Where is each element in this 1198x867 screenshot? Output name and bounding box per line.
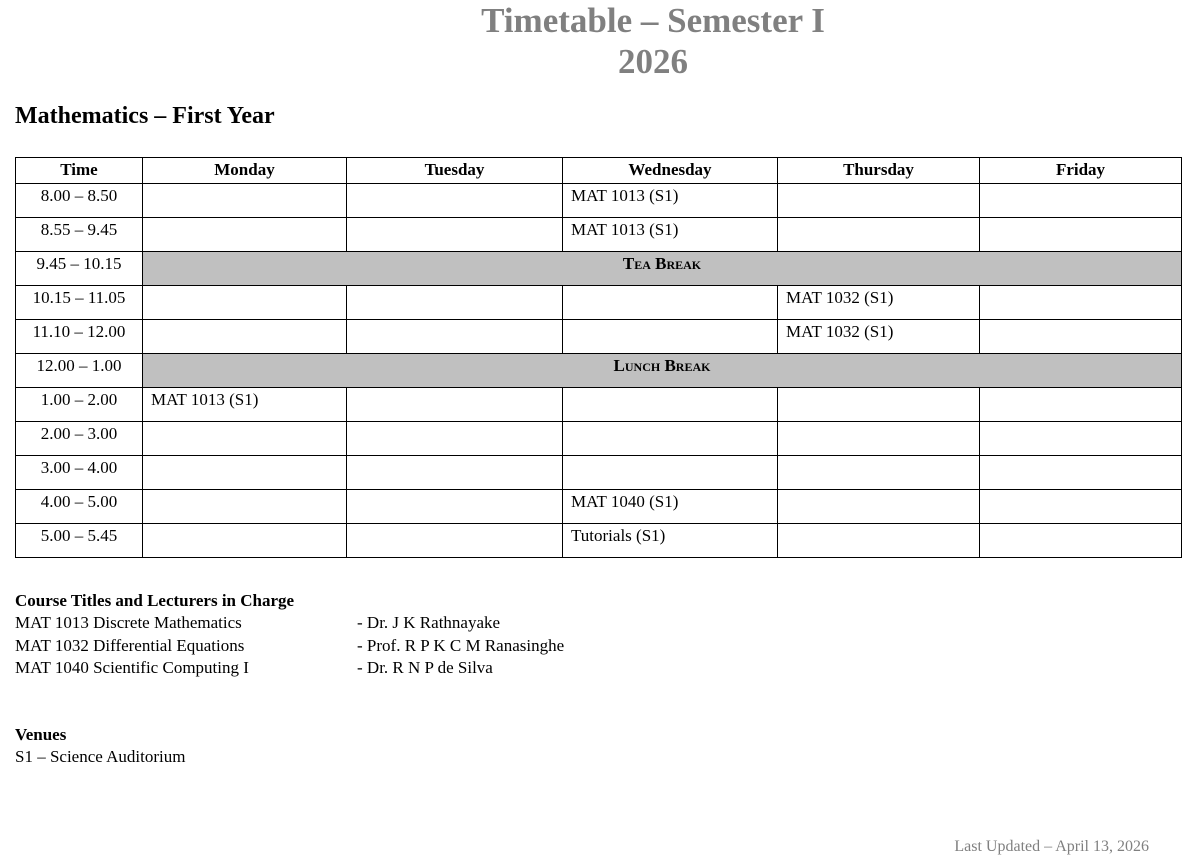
- course-item: [15, 635, 565, 658]
- header-wednesday: Wednesday: [563, 158, 778, 184]
- thursday-cell: MAT 1032 (S1): [778, 286, 980, 320]
- course-title: MAT 1013 Discrete Mathematics: [15, 613, 242, 632]
- last-updated: Last Updated – April 13, 2026: [954, 838, 1149, 855]
- time-cell: 9.45 – 10.15: [16, 252, 143, 286]
- tuesday-cell: [347, 218, 563, 252]
- course-lecturer: - Dr. R N P de Silva: [357, 658, 493, 677]
- wednesday-cell: [563, 422, 778, 456]
- friday-cell: [980, 422, 1182, 456]
- tuesday-cell: [347, 286, 563, 320]
- header-tuesday: Tuesday: [347, 158, 563, 184]
- venues-heading: Venues: [15, 725, 67, 744]
- friday-cell: [980, 388, 1182, 422]
- monday-cell: [143, 524, 347, 558]
- friday-cell: [980, 490, 1182, 524]
- time-cell: 8.00 – 8.50: [16, 184, 143, 218]
- monday-cell: [143, 218, 347, 252]
- header-time: Time: [16, 158, 143, 184]
- title-line-1: Timetable – Semester I: [481, 1, 825, 40]
- header-thursday: Thursday: [778, 158, 980, 184]
- time-cell: 3.00 – 4.00: [16, 456, 143, 490]
- courses-heading: Course Titles and Lecturers in Charge: [15, 591, 295, 610]
- table-row: [16, 218, 1182, 252]
- course-lecturer: - Prof. R P K C M Ranasinghe: [357, 635, 565, 655]
- thursday-cell: [778, 218, 980, 252]
- friday-cell: [980, 184, 1182, 218]
- tea-break-cell: Tea Break: [143, 252, 1182, 286]
- course-list: [15, 590, 565, 680]
- time-cell: 10.15 – 11.05: [16, 286, 143, 320]
- wednesday-cell: MAT 1013 (S1): [563, 218, 778, 252]
- friday-cell: [980, 524, 1182, 558]
- time-cell: 8.55 – 9.45: [16, 218, 143, 252]
- wednesday-cell: Tutorials (S1): [563, 524, 778, 558]
- course-lecturer: - Dr. J K Rathnayake: [357, 613, 501, 632]
- friday-cell: [980, 218, 1182, 252]
- friday-cell: [980, 320, 1182, 354]
- monday-cell: [143, 320, 347, 354]
- wednesday-cell: [563, 388, 778, 422]
- friday-cell: [980, 456, 1182, 490]
- timetable-table: [15, 157, 1182, 558]
- tuesday-cell: [347, 490, 563, 524]
- time-cell: 12.00 – 1.00: [16, 354, 143, 388]
- thursday-cell: [778, 422, 980, 456]
- time-cell: 2.00 – 3.00: [16, 422, 143, 456]
- table-row: [16, 286, 1182, 320]
- thursday-cell: MAT 1032 (S1): [778, 320, 980, 354]
- table-row: [16, 320, 1182, 354]
- time-cell: 5.00 – 5.45: [16, 524, 143, 558]
- wednesday-cell: MAT 1013 (S1): [563, 184, 778, 218]
- thursday-cell: [778, 456, 980, 490]
- time-cell: 1.00 – 2.00: [16, 388, 143, 422]
- wednesday-cell: [563, 320, 778, 354]
- table-row: [16, 524, 1182, 558]
- friday-cell: [980, 286, 1182, 320]
- monday-cell: [143, 422, 347, 456]
- header-friday: Friday: [980, 158, 1182, 184]
- venue-item: S1 – Science Auditorium: [15, 747, 186, 766]
- monday-cell: [143, 184, 347, 218]
- thursday-cell: [778, 184, 980, 218]
- table-row: [16, 456, 1182, 490]
- time-cell: 11.10 – 12.00: [16, 320, 143, 354]
- header-monday: Monday: [143, 158, 347, 184]
- thursday-cell: [778, 490, 980, 524]
- monday-cell: MAT 1013 (S1): [143, 388, 347, 422]
- course-item: [15, 657, 493, 680]
- course-title: MAT 1032 Differential Equations: [15, 635, 245, 655]
- thursday-cell: [778, 388, 980, 422]
- monday-cell: [143, 456, 347, 490]
- department-heading: Mathematics – First Year: [15, 103, 275, 129]
- lunch-break-cell: Lunch Break: [143, 354, 1182, 388]
- tuesday-cell: [347, 456, 563, 490]
- table-row: [16, 490, 1182, 524]
- wednesday-cell: [563, 286, 778, 320]
- course-item: [15, 612, 501, 635]
- tuesday-cell: [347, 524, 563, 558]
- wednesday-cell: [563, 456, 778, 490]
- table-row: [16, 184, 1182, 218]
- tuesday-cell: [347, 422, 563, 456]
- monday-cell: [143, 286, 347, 320]
- table-row: [16, 388, 1182, 422]
- table-header-row: [16, 158, 1182, 184]
- time-cell: 4.00 – 5.00: [16, 490, 143, 524]
- tuesday-cell: [347, 320, 563, 354]
- monday-cell: [143, 490, 347, 524]
- tuesday-cell: [347, 388, 563, 422]
- wednesday-cell: MAT 1040 (S1): [563, 490, 778, 524]
- venue-list: [15, 724, 185, 768]
- tuesday-cell: [347, 184, 563, 218]
- table-row: [16, 422, 1182, 456]
- tea-break-row: [16, 252, 1182, 286]
- course-title: MAT 1040 Scientific Computing I: [15, 658, 249, 677]
- document-title: [0, 0, 1198, 82]
- thursday-cell: [778, 524, 980, 558]
- title-line-2: 2026: [618, 42, 688, 81]
- lunch-break-row: [16, 354, 1182, 388]
